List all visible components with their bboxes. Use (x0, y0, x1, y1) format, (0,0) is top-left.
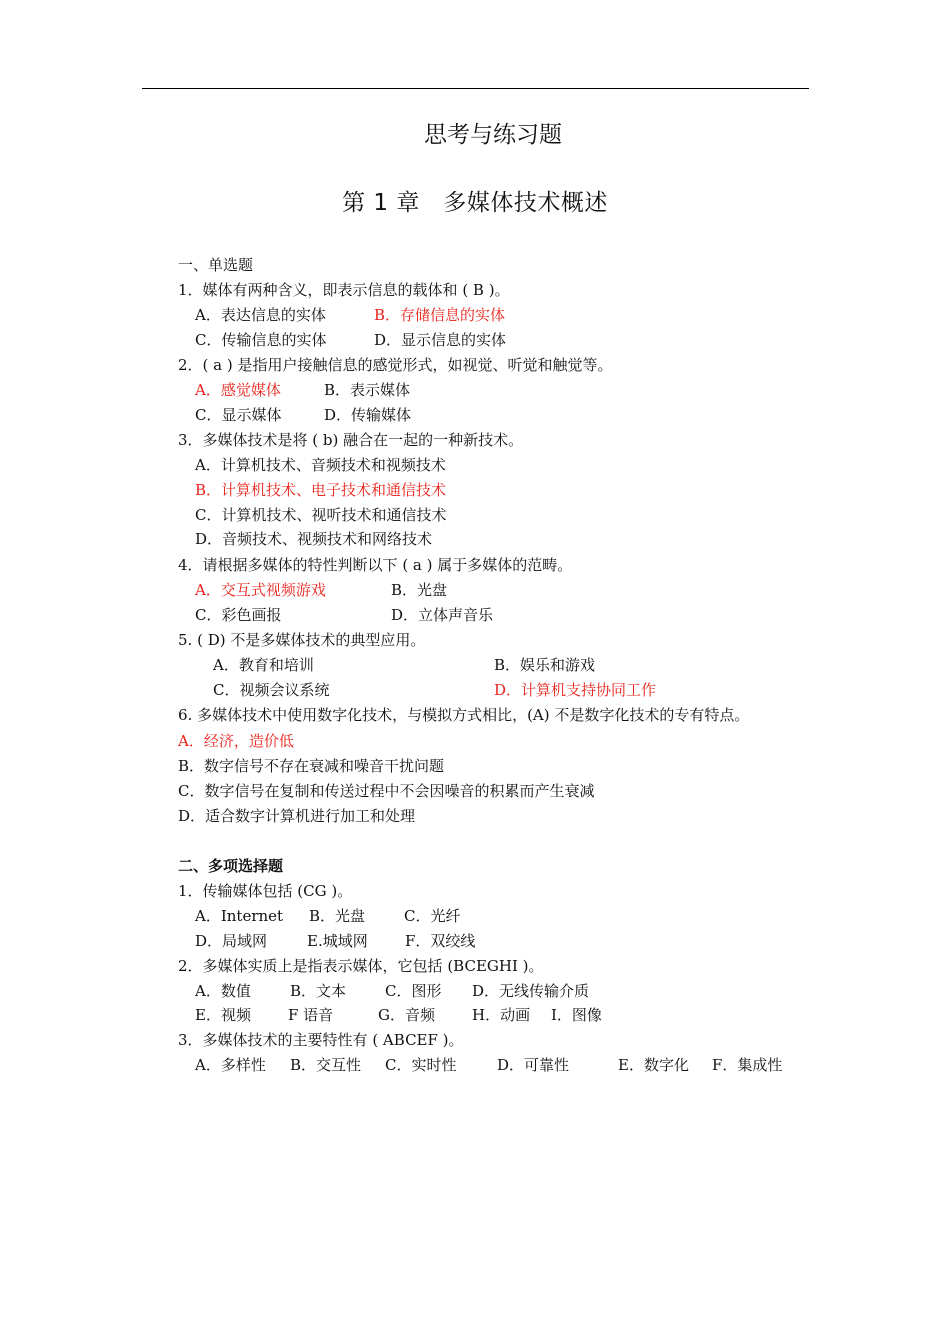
chapter-title: 第 1 章 多媒体技术概述 (342, 190, 608, 216)
q4-option-a-answer: A．交互式视频游戏 (195, 581, 326, 599)
q3-option-c: C．计算机技术、视听技术和通信技术 (195, 506, 447, 524)
q5-option-c: C．视频会议系统 (213, 681, 330, 699)
m1-option-d: D．局域网 (195, 932, 268, 950)
m3-option-f: F．集成性 (712, 1056, 783, 1074)
m2-option-c: C．图形 (385, 982, 442, 1000)
q1-option-a: A．表达信息的实体 (195, 306, 326, 324)
m2-option-i: I．图像 (551, 1006, 602, 1024)
q6-option-a-answer: A．经济，造价低 (178, 732, 294, 750)
q5-option-d-answer: D．计算机支持协同工作 (494, 681, 657, 699)
m2-option-a: A．数值 (195, 982, 251, 1000)
m2-option-g: G．音频 (378, 1006, 435, 1024)
header-rule (142, 88, 809, 89)
q5-option-a: A．教育和培训 (213, 656, 314, 674)
section2-heading: 二、多项选择题 (178, 857, 284, 875)
q6-option-b: B．数字信号不存在衰减和噪音干扰问题 (178, 757, 445, 775)
q2-option-c: C．显示媒体 (195, 406, 282, 424)
m2-option-h: H．动画 (472, 1006, 531, 1024)
q3-stem: 3．多媒体技术是将 ( b) 融合在一起的一种新技术。 (178, 431, 524, 449)
q2-stem: 2．( a ) 是指用户接触信息的感觉形式，如视觉、听觉和触觉等。 (178, 356, 613, 374)
m1-stem: 1．传输媒体包括 (CG )。 (178, 882, 353, 900)
m1-option-e: E.城域网 (307, 932, 368, 950)
m2-option-f: F 语音 (288, 1006, 334, 1024)
m3-option-d: D．可靠性 (497, 1056, 570, 1074)
m2-stem: 2．多媒体实质上是指表示媒体，它包括 (BCEGHI )。 (178, 957, 544, 975)
q1-option-c: C．传输信息的实体 (195, 331, 327, 349)
q2-option-d: D．传输媒体 (324, 406, 412, 424)
m1-option-f: F．双绞线 (405, 932, 476, 950)
m3-option-a: A．多样性 (195, 1056, 266, 1074)
q2-option-b: B．表示媒体 (324, 381, 411, 399)
q6-option-d: D．适合数字计算机进行加工和处理 (178, 807, 416, 825)
m2-option-e: E．视频 (195, 1006, 251, 1024)
m3-option-e: E．数字化 (618, 1056, 689, 1074)
q6-stem: 6. 多媒体技术中使用数字化技术，与模拟方式相比，(A) 不是数字化技术的专有特点。 (178, 706, 750, 724)
m1-option-b: B．光盘 (309, 907, 366, 925)
q3-option-b-answer: B．计算机技术、电子技术和通信技术 (195, 481, 447, 499)
q6-option-c: C．数字信号在复制和传送过程中不会因噪音的积累而产生衰减 (178, 782, 595, 800)
m1-option-a: A．Internet (195, 907, 284, 925)
m1-option-c: C．光纤 (404, 907, 461, 925)
q3-option-d: D．音频技术、视频技术和网络技术 (195, 530, 433, 548)
q5-option-b: B．娱乐和游戏 (494, 656, 596, 674)
m2-option-d: D．无线传输介质 (472, 982, 590, 1000)
q5-stem: 5. ( D) 不是多媒体技术的典型应用。 (178, 631, 426, 649)
m2-option-b: B．文本 (290, 982, 347, 1000)
q4-stem: 4．请根据多媒体的特性判断以下 ( a ) 属于多媒体的范畴。 (178, 556, 573, 574)
q2-option-a-answer: A．感觉媒体 (195, 381, 281, 399)
m3-option-b: B．交互性 (290, 1056, 362, 1074)
q4-option-d: D．立体声音乐 (391, 606, 494, 624)
q4-option-b: B．光盘 (391, 581, 448, 599)
q1-stem: 1．媒体有两种含义，即表示信息的载体和 ( B )。 (178, 281, 510, 299)
q1-option-d: D．显示信息的实体 (374, 331, 507, 349)
page-title: 思考与练习题 (424, 122, 562, 148)
section1-heading: 一、单选题 (178, 256, 254, 274)
m3-stem: 3．多媒体技术的主要特性有 ( ABCEF )。 (178, 1031, 464, 1049)
q1-option-b-answer: B．存储信息的实体 (374, 306, 506, 324)
q4-option-c: C．彩色画报 (195, 606, 282, 624)
q3-option-a: A．计算机技术、音频技术和视频技术 (195, 456, 446, 474)
m3-option-c: C．实时性 (385, 1056, 457, 1074)
